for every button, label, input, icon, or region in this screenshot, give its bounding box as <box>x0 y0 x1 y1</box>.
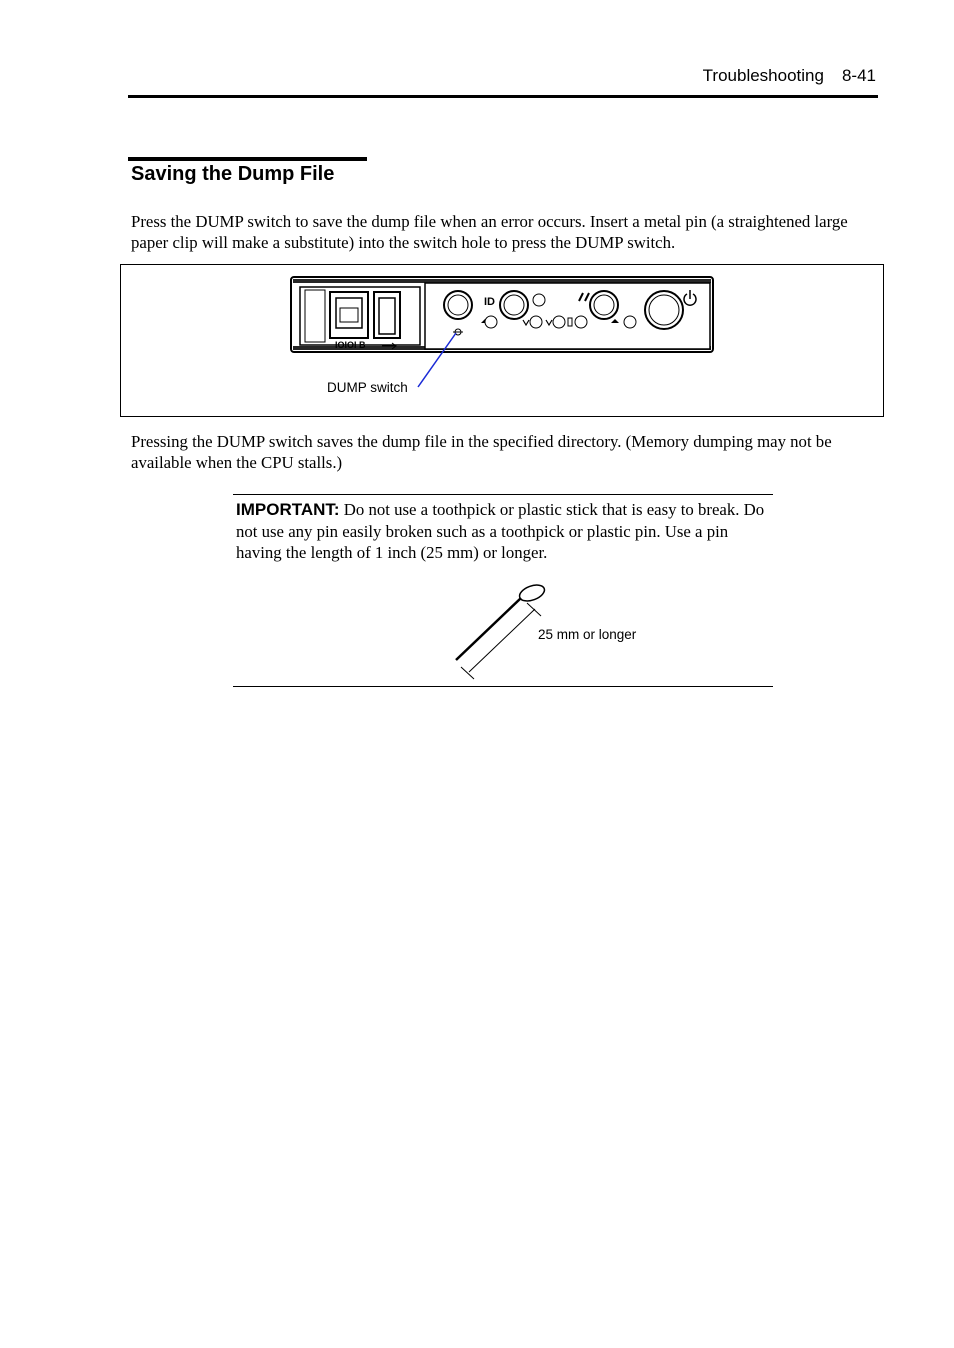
dump-switch-label: DUMP switch <box>327 380 408 395</box>
dump-result-paragraph: Pressing the DUMP switch saves the dump file in the specified directory. (Memory dumping may not be available when the CPU stalls.) <box>131 432 832 472</box>
serial-port-icon <box>330 292 368 338</box>
important-body: Do not use a toothpick or plastic stick that is easy to break. Do not use any pin easily broken such as a toothpick or plastic pin. Use a pin having the length of 1 inch (25 mm) or longer. <box>236 500 765 562</box>
serial-port-label: IOIOI B <box>335 340 366 350</box>
section-heading: Saving the Dump File <box>131 163 335 185</box>
front-panel <box>291 277 713 352</box>
pin-length-label: 25 mm or longer <box>538 627 637 642</box>
important-note <box>236 499 770 564</box>
header-section: Troubleshooting <box>702 66 824 85</box>
header-page-number: 8-41 <box>841 66 876 85</box>
intro-paragraph: Press the DUMP switch to save the dump file when an error occurs. Insert a metal pin (a straightened large paper clip will make a substitute) into the switch hole to press the DUMP switch. <box>131 212 848 252</box>
important-label: IMPORTANT: <box>236 500 340 519</box>
id-icon: ID <box>484 296 495 308</box>
